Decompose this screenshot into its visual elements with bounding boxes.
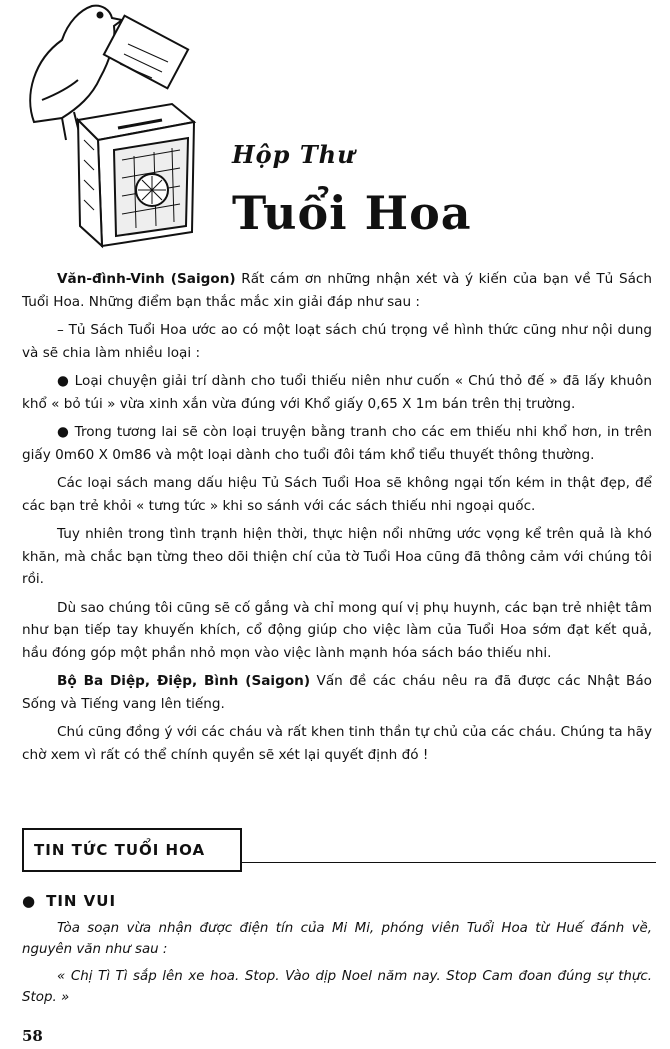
- letter-reply: [22, 268, 652, 313]
- paragraph: Các loại sách mang dấu hiệu Tủ Sách Tuổi Hoa sẽ không ngại tốn kém in thật đẹp, để các bạn trẻ khỏi « tưng tức » khi so sánh với các sách thiếu nhi ngoại quốc.: [22, 475, 652, 514]
- paragraph: Tuy nhiên trong tình trạnh hiện thời, thực hiện nổi những ước vọng kể trên quả là khó khăn, mà chắc bạn từng theo dõi thiện chí của tờ Tuổi Hoa cũng đã thông cảm với chúng tôi rồi.: [22, 526, 652, 587]
- section-title: TIN TỨC TUỔI HOA: [34, 841, 206, 859]
- dove-mailbox-illustration: [22, 0, 212, 250]
- subheading-text: TIN VUI: [46, 892, 117, 910]
- column-kicker: Hộp Thư: [232, 140, 356, 169]
- paragraph: – Tủ Sách Tuổi Hoa ước ao có một loạt sách chú trọng về hình thức cũng như nội dung và sẽ chia làm nhiều loại :: [22, 322, 652, 361]
- article-body: [22, 268, 652, 772]
- section-rule: [242, 862, 656, 863]
- reader-name: Bộ Ba Diệp, Điệp, Bình (Saigon): [57, 673, 311, 689]
- envelope-icon: [104, 16, 188, 89]
- paragraph: Dù sao chúng tôi cũng sẽ cố gắng và chỉ mong quí vị phụ huynh, các bạn trẻ nhiệt tâm như bạn tiếp tay khuyến khích, cổ động giúp cho việc làm của Tuổi Hoa sớm đạt kết quả, hầu đóng góp một phần nhỏ mọn vào việc lành mạnh hóa sách báo thiếu nhi.: [22, 599, 652, 661]
- page-number: 58: [22, 1027, 43, 1045]
- paragraph: Chú cũng đồng ý với các cháu và rất khen tinh thần tự chủ của các cháu. Chúng ta hãy chờ xem vì rất có thể chính quyền sẽ xét lại quyết định đó !: [22, 724, 652, 763]
- news-paragraph: Tòa soạn vừa nhận được điện tín của Mi Mi, phóng viên Tuổi Hoa từ Huế đánh về, nguyên văn như sau :: [22, 921, 652, 957]
- bullet-paragraph: ● Loại chuyện giải trí dành cho tuổi thiếu niên như cuốn « Chú thỏ đế » đã lấy khuôn khổ « bỏ túi » vừa xinh xắn vừa đúng với Khổ giấy 0,65 X 1m bán trên thị trường.: [22, 373, 652, 412]
- bullet-paragraph: ● Trong tương lai sẽ còn loại truyện bằng tranh cho các em thiếu nhi khổ hơn, in trên giấy 0m60 X 0m86 và một loại dành cho tuổi đôi tám khổ tiểu thuyết thông thường.: [22, 424, 652, 463]
- letter-reply: [22, 670, 652, 715]
- column-title: Tuổi Hoa: [232, 186, 472, 240]
- section-header-box: [22, 828, 242, 872]
- news-body: [22, 918, 652, 1014]
- reply-text: Vấn đề các cháu nêu ra đã được các Nhật Báo Sống và Tiếng vang lên tiếng.: [22, 673, 652, 712]
- news-quote: « Chị Tì Tì sắp lên xe hoa. Stop. Vào dịp Noel năm nay. Stop Cam đoan đúng sự thực. Stop. »: [22, 969, 652, 1005]
- mailbox-icon: [78, 104, 194, 246]
- subheading: [22, 892, 116, 910]
- reader-name: Văn-đình-Vinh (Saigon): [57, 271, 236, 287]
- reply-text: Rất cám ơn những nhận xét và ý kiến của bạn về Tủ Sách Tuổi Hoa. Những điểm bạn thắc mắc xin giải đáp như sau :: [22, 271, 652, 310]
- bullet-icon: ●: [22, 892, 37, 910]
